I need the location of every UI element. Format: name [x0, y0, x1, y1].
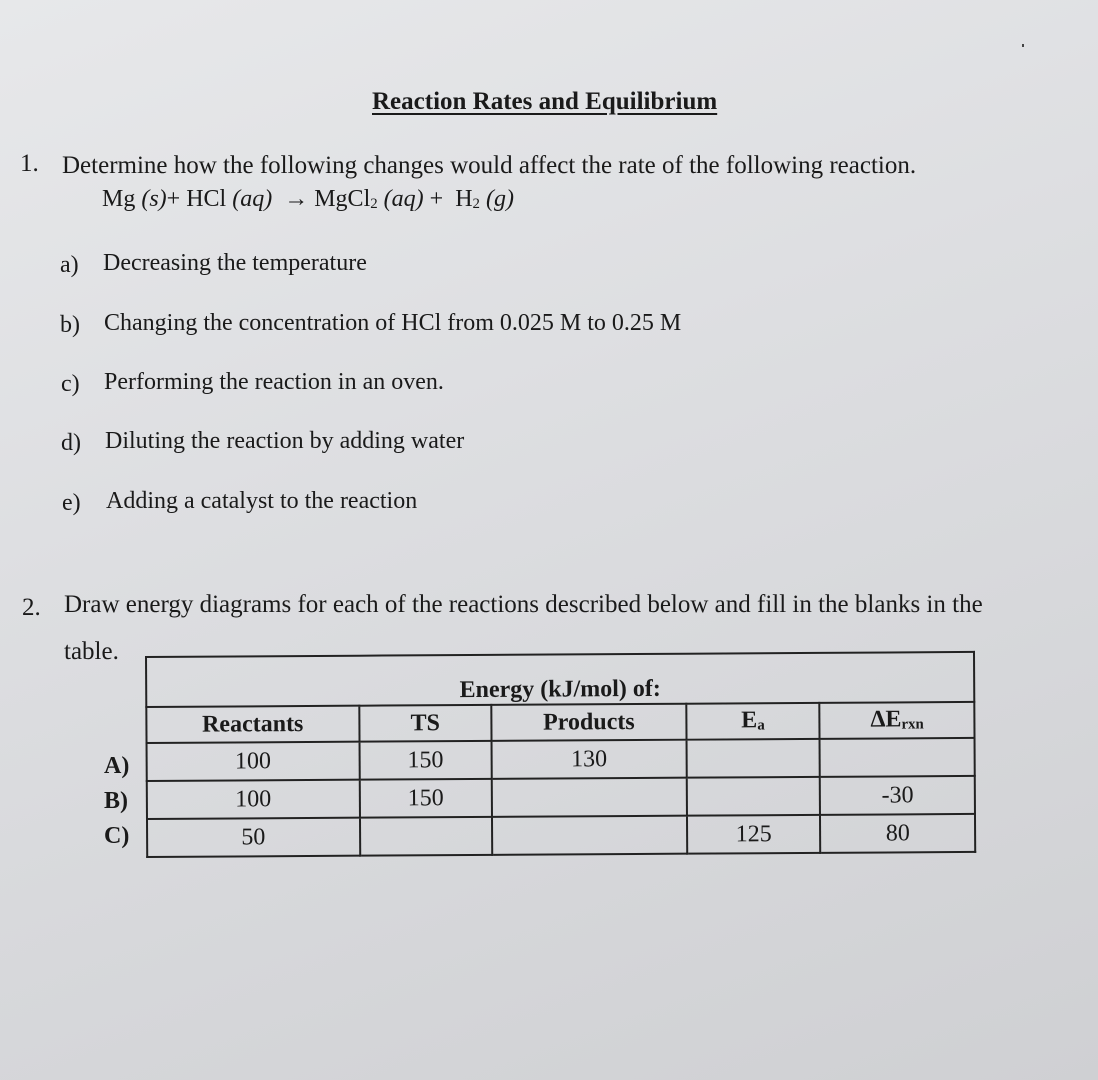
- row-label-a: A): [104, 753, 130, 779]
- header-delta-erxn: [820, 702, 975, 739]
- question-2-text: Draw energy diagrams for each of the reactions described below and fill in the blanks in the: [64, 591, 983, 618]
- energy-group-header: Energy (kJ/mol) of:: [146, 652, 974, 707]
- part-b-label: b): [60, 312, 80, 338]
- cell-c-erxn: 80: [820, 814, 975, 853]
- cell-a-ts: 150: [359, 741, 492, 780]
- part-a-label: a): [60, 252, 79, 278]
- header-reactants: Reactants: [146, 706, 359, 743]
- question-2-number: 2.: [22, 594, 41, 621]
- cell-b-ea: [687, 777, 821, 816]
- cell-b-reactants: 100: [147, 780, 360, 819]
- reactant-hcl: HCl: [186, 186, 227, 212]
- product-h2: H: [455, 186, 473, 212]
- reactant-mg-state: (s): [141, 186, 167, 212]
- part-e-text: Adding a catalyst to the reaction: [106, 488, 418, 514]
- part-b-text: Changing the concentration of HCl from 0.025 M to 0.25 M: [104, 310, 682, 336]
- reactant-mg: Mg: [102, 186, 136, 212]
- part-a-text: Decreasing the temperature: [103, 250, 367, 276]
- cell-b-ts: 150: [359, 779, 492, 818]
- page-title: Reaction Rates and Equilibrium: [372, 88, 718, 115]
- table-row: [147, 776, 975, 819]
- question-2-text-continued: table.: [64, 638, 119, 665]
- cell-c-products: [492, 816, 687, 855]
- cell-b-erxn: -30: [820, 776, 975, 815]
- table-row: [147, 738, 975, 781]
- reactant-hcl-state: (aq): [232, 186, 273, 212]
- product-h2-subscript: 2: [472, 196, 480, 213]
- product-mgcl2: MgCl: [314, 186, 371, 212]
- part-e-label: e): [62, 490, 81, 516]
- product-mgcl2-subscript: 2: [370, 196, 378, 213]
- header-ts: TS: [359, 705, 492, 742]
- part-c-label: c): [61, 371, 80, 397]
- pen-mark: [1022, 44, 1024, 47]
- header-erxn-main: ΔE: [870, 706, 902, 733]
- cell-a-ea: [686, 739, 820, 778]
- header-ea-main: E: [741, 707, 758, 734]
- plus-sign: +: [166, 186, 181, 212]
- question-1-text: Determine how the following changes would affect the rate of the following reaction.: [62, 152, 917, 179]
- row-label-c: C): [104, 823, 130, 849]
- reaction-arrow: →: [284, 186, 309, 212]
- product-mgcl2-state: (aq): [383, 186, 424, 212]
- cell-c-ea: 125: [687, 815, 821, 854]
- cell-c-reactants: 50: [147, 818, 360, 857]
- part-d-label: d): [61, 430, 81, 456]
- header-ea: [686, 703, 820, 740]
- part-d-text: Diluting the reaction by adding water: [105, 428, 465, 454]
- part-c-text: Performing the reaction in an oven.: [104, 369, 444, 395]
- table-row: [147, 814, 975, 857]
- cell-c-ts: [360, 817, 493, 856]
- header-products: Products: [491, 704, 686, 741]
- question-1-number: 1.: [20, 150, 39, 177]
- row-label-b: B): [104, 788, 128, 814]
- cell-b-products: [492, 778, 687, 817]
- product-h2-state: (g): [485, 186, 514, 212]
- chemical-equation: [102, 186, 514, 213]
- header-erxn-subscript: rxn: [901, 716, 924, 733]
- energy-table: [145, 651, 976, 858]
- cell-a-products: 130: [492, 740, 687, 779]
- cell-a-reactants: 100: [147, 742, 360, 781]
- cell-a-erxn: [820, 738, 975, 777]
- plus-sign: +: [429, 186, 444, 212]
- header-ea-subscript: a: [757, 717, 765, 734]
